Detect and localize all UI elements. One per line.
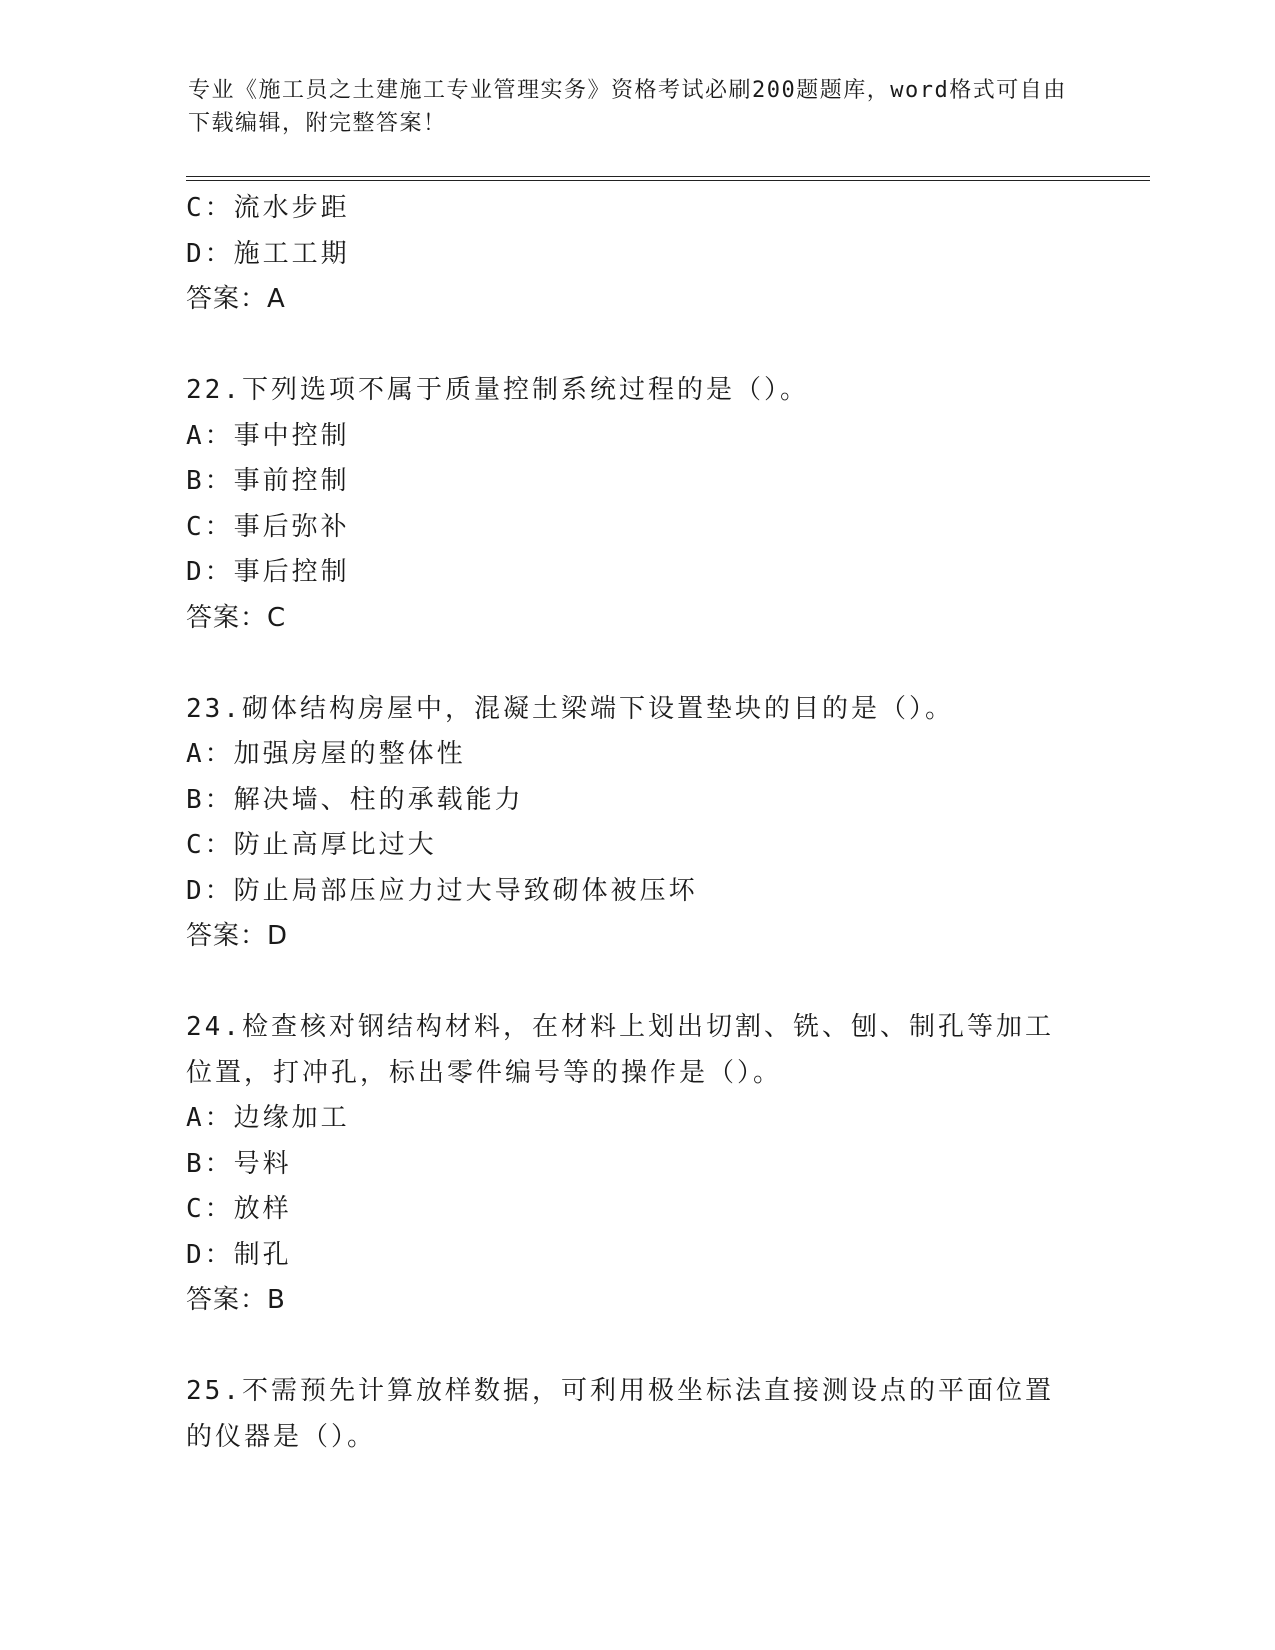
question-stem: 22.下列选项不属于质量控制系统过程的是（）。: [186, 375, 809, 405]
question-24: [186, 1005, 1066, 1324]
option-c: C：防止高厚比过大: [186, 830, 437, 860]
question-25: [186, 1369, 1066, 1460]
option-c: C：事后弥补: [186, 511, 350, 542]
question-stem: 23.砌体结构房屋中，混凝土梁端下设置垫块的目的是（）。: [186, 693, 954, 724]
answer-line: 答案：C: [186, 602, 287, 633]
option-d: D：防止局部压应力过大导致砌体被压坏: [186, 875, 698, 906]
spacer: [186, 323, 1066, 369]
document-title: 专业《施工员之土建施工专业管理实务》资格考试必刷200题题库，word格式可自由下载编辑，附完整答案！: [188, 78, 1067, 136]
option-b: B：事前控制: [186, 466, 350, 496]
option-a: A：事中控制: [186, 420, 350, 451]
continued-question: [186, 186, 1066, 323]
option-c: C：流水步距: [186, 193, 350, 223]
answer-line: 答案：B: [186, 1285, 286, 1315]
question-stem: 25.不需预先计算放样数据，可利用极坐标法直接测设点的平面位置的仪器是（）。: [186, 1376, 1054, 1452]
option-d: D：制孔: [186, 1239, 292, 1270]
option-b: B：号料: [186, 1148, 292, 1179]
spacer: [186, 960, 1066, 1006]
question-list: [186, 186, 1066, 1460]
option-b: B：解决墙、柱的承载能力: [186, 784, 524, 815]
answer-line: 答案：D: [186, 921, 289, 951]
option-a: A：边缘加工: [186, 1103, 350, 1133]
question-stem: 24.检查核对钢结构材料，在材料上划出切割、铣、刨、制孔等加工位置，打冲孔，标出零件编号等的操作是（）。: [186, 1012, 1054, 1088]
option-d: D：事后控制: [186, 557, 350, 587]
option-c: C：放样: [186, 1194, 292, 1224]
question-23: [186, 687, 1066, 960]
option-a: A：加强房屋的整体性: [186, 739, 466, 769]
answer-line: 答案：A: [186, 284, 286, 314]
spacer: [186, 1324, 1066, 1370]
page-header: [188, 74, 1068, 140]
header-divider: [186, 176, 1150, 181]
question-22: [186, 368, 1066, 641]
spacer: [186, 641, 1066, 687]
option-d: D：施工工期: [186, 238, 350, 269]
